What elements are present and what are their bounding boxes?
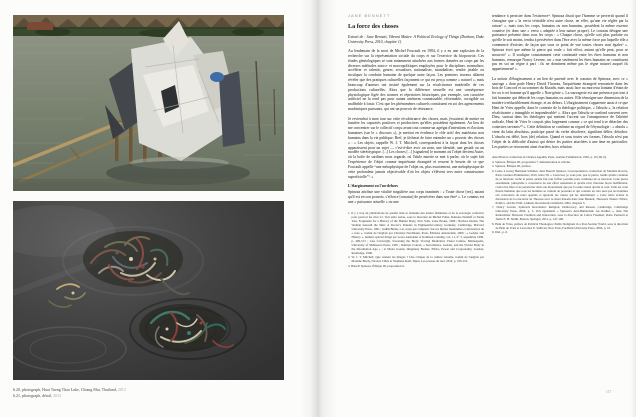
photo-lake-shelter-art xyxy=(13,15,284,191)
page-folio: 117 xyxy=(606,390,612,394)
caption-1-text: 6.20, photograph, Huai Tueng Thao Lake, Chiang Mai, Thailand, xyxy=(13,388,117,392)
thatched-huts xyxy=(13,15,284,37)
footnote: 2. W. J. T. Mitchell, Que veulent les images ? Une critique de la culture visuelle, traduit de l'anglais par Maxime Boidy, Nicolas Cilins et Stéphane Roth, Dijon, Les presses du réel, 2014, p. 106-110. xyxy=(348,255,484,263)
blue-rope-knot xyxy=(210,72,224,82)
footnote: 3. Baruch Spinoza, Éthique III, proposition 6, xyxy=(348,263,405,268)
body-paragraph: Je reviendrai à mon tour sur cette récalcitrance des choses, mais j'essaierai de mettre en lumière les capacités positives et productives qu'elles possèdent également. Au lieu de me concentrer sur le collectif conçu avant tout comme un agrégat d'intentions et d'actions humaines (sur le « discours »), je mettrai en évidence le rôle actif des matériaux non humains dans la vie publique. Bref, je tâcherai de faire entendre un « pouvoir des choses » : « Les objets, rappelle W. J. T. Mitchell, correspondent à la façon dont les choses apparaissent pour un sujet — c'est-à-dire avec un nom, une identité, une gestalt ou un modèle stéréotypique. [...] Les choses [...] [signalent] le moment où l'objet devient Autre, où la boîte de sardines nous regarde, où l'idole muette se met à parler, où le sujet fait l'expérience de l'objet comme inquiétante étrangeté et ressent le besoin de ce que Foucault appelle “une métaphysique de l'objet ou, plus exactement, une métaphysique de cette profondeur jamais objectivable d'où les objets s'élèvent vers notre connaissance superficielle”². » xyxy=(348,116,484,179)
section-subheading: L'élargissement ou l'au-dehors xyxy=(348,184,398,189)
photo-caption-2 xyxy=(13,394,126,400)
caption-2-year: 2012 xyxy=(52,393,62,398)
body-paragraph: Spinoza attribue une vitalité singulière aux corps inanimés : « Toute chose [res], autant qu'il est en son pouvoir, s'efforce [conatur] de persévérer dans son être³ ». Le conatus est une « puissance actuelle » ou une xyxy=(348,190,484,205)
footnote: 6. Lettre à Georg Hermann Schuller, dans Baruch Spinoza, Correspondance, traduction de Maxime Rovère, Paris, Garnier-Flammarion, 2010, lettre 58. « Concevez, je vous prie, que la pierre, tandis qu'elle continue de se mouvoir, sache et pense qu'elle fait tout l'effort possible pour continuer de se mouvoir. Cette pierre assurément, puisqu'elle a conscience de son effort seulement et qu'elle n'est d'aucune façon indifférente, croira être libre et ne persévérer dans son mouvement que par la seule raison qu'elle le veut. Telle est cette liberté humaine que tous les hommes se vantent de posséder et qui consiste en cela seul que les hommes ont conscience de leurs appétits et ignorent les causes qui les déterminent. » Cette lettre éclaire la discussion de la rencontre de Thoreau avec le mont Ktaadn dans Jane Bennett, Thoreau's Nature: Ethics, Politics, and the Wild, Lanham, Rowman & Littlefield, 2002, chapitre 5. xyxy=(492,169,628,205)
footnotes-column-2 xyxy=(492,156,628,235)
body-paragraph: Au lendemain de la mort de Michel Foucault en 1984, il y a eu une explosion de la recherche sur la représentation sociale du corps et sur l'exercice du biopouvoir. Ces études généalogiques se sont notamment attachées aux formes données au corps par les diverses méthodes micro- et macropolitiques employées pour le discipliner, normaliser, accélérer et ralentir, genrer, sexualiser, nationaliser, mondialiser, rendre jetable ou inculquer la conduite humaine de quelque autre façon. Les premiers travaux allaient révéler que des pratiques culturelles façonnent ce qui est perçu comme « naturel », mais beaucoup d'auteurs ont insisté également sur la récalcitrance matérielle de ces productions culturelles. Alors que la différence sexuelle est une conséquence physiologique figée des normes et répertoires historiques, par exemple, son caractère artificiel ne la rend pas pour autant aisément connaissable, réformable, corrigible ou malléable à loisir. C'est que les phénomènes culturels constituent en soi des agencements machiniques puissants, qui ont un pouvoir de résistance. xyxy=(348,48,484,112)
footnote: 4. Spinoza, Éthique III, proposition 7, démonstration et scholie. xyxy=(492,159,571,164)
caption-1-year: 2012 xyxy=(116,388,126,392)
footnote: 8. Hent de Vries, préface de Political Theologies: Public Religions in a Post-Secular World, sous la direction de Hent de Vries et Lawrence E. Sullivan, New York, Fordham University Press, 2006, p. 16. xyxy=(492,221,628,230)
photo-floating-debris xyxy=(13,201,284,380)
footnote: 5. Spinoza, Éthique III, préface. xyxy=(492,164,532,169)
text-column-2 xyxy=(492,14,628,236)
body-paragraph: tendance à persister dans l'existence⁴. Spinoza disait que l'homme se pervertit quand il s'imagine que « la vertu véritable n'est autre chose, en effet, qu'une vie réglée par la raison⁵ », mais tous les corps, humains ou non humains, possèdent la même essence conative (et donc une « vertu » adaptée à leur nature propre). Le conatus désigne une puissance présente dans tous les corps : « Chaque chose, qu'elle soit plus parfaite ou qu'elle le soit moins, tendra à persévérer dans l'être avec la même force par laquelle elle a commencé d'exister, de façon que sous ce point de vue toutes choses sont égales⁶ ». Spinoza écrit que même la pierre qui roule « fait effort, autant qu'elle peut, pour se mouvoir⁷ ». Il souligne constamment cette continuité entre les êtres humains et non humains, remarque Nancy Levene, car « non seulement les êtres humains ne constituent pas en soi un règne à part : ils ne dominent même pas le règne naturel auquel ils appartiennent⁸ ». xyxy=(492,14,628,72)
footnotes-column-1 xyxy=(348,212,484,269)
body-paragraph: La notion d'élargissement a un lien de parenté avec le conatus de Spinoza, avec ce « sauvage » dont parle Henry David Thoreau, l'inquiétante étrangeté rencontrée dans les bois de Concord et au sommet du Ktaadn, mais aussi face au morceau lointain d'étain de fer ou à cet homme qu'il appelle « Non-génie ». La sauvagerie est une présence pas tout à fait humaine qui déborde les corps humains ou autres. Elle témoigne une dimension de la matière irréductiblement étrange, et au dehors. L'élargissement s'apparente aussi à ce que Hent de Vries appelle, dans le contexte de la théologie politique, « l'absolu », la relation récalcitrante « intangible et imponderable⁹ ». Alors que l'absolu se confond souvent avec Dieu, surtout dans les théologies qui mettent l'accent sur l'omnipotence de l'altérité radicale, Hent de Vries le conçoit plus largement comme « ce qui tend à se détacher des contextes servants¹⁰ ». Cette définition se confirme au regard de l'étymologie : « absolu » vient du latin absolutus, participe passé du verbe absolvere, signifiant délier, détacher. L'absolu est délié, hors (de) relation. Quand et sous toutes ses formes, l'absolu n'est pas l'objet de la difficulté d'autrui qui désire les parties attachées à une âme en particulier. Les parties se retrouvent ainsi écartées, hors relation. xyxy=(492,76,628,149)
article-source: Extrait de : Jane Bennett, Vibrant Matter: A Political Ecology of Things (Durham, Duke University Press, 2010, chapitre 1). xyxy=(348,34,484,44)
photo-captions xyxy=(13,388,126,399)
text-column-1 xyxy=(348,14,484,269)
footnote-continuation: dans Œuvres, traduction de Charles Appuhn, Paris, Garnier-Flammarion, 1965, p. 10 (III, 6). xyxy=(492,155,607,160)
caption-2-text: 6.21, photograph, détail, xyxy=(13,393,53,398)
photo-floating-debris-art xyxy=(13,201,284,380)
article-title: La force des choses xyxy=(348,22,399,30)
footnote: 7. Nancy Levene, Spinoza's Revelation: Religion, Democracy, and Reason, Cambridge, Cambridge University Press, 2004, p. 3. Voir également « Spinoza's Anti-Humanism: An Outline », dans The Rationalists: Between Tradition and Innovation, sous la direction de Carlos Fraenkel, Dario Perinetti et Justin E. H. Smith, Boston, Springer, 2011, p. 147-166. xyxy=(492,205,628,222)
footnote: 9. Ibid., p. 6. xyxy=(492,230,508,235)
footnote: 1. Il y a trop de publications de qualité dans le domaine des études féministes et de la sexologie collective pour pouvoir les citer ici. Voir entre autres, sous la direction de Michel Feher, Ramona Naddaff et Nadia Tazi, Fragments for a History of the Human Body, New York, Zone Books, 1989 ; Barbara Duden, The Woman beneath the Skin: A Doctor's Patients in Eighteenth-Century Germany, Cambridge, Harvard University Press, 1991 ; Judith Butler, Ces corps qui comptent. Sur les limites matérielles et discursives du « sexe », traduit de l'anglais par Charlotte Nordmann, Paris, Éditions Amsterdam, 2009 ; « Gender and History », numéro spécial dirigé par Leora Auslander et Kathleen Canning, vol. 11, n° 3, septembre 1999, p. 499-513 ; Lisa Cartwright, Screening the Body: Tracing Medicine's Visual Culture, Minneapolis, University of Minnesota Press, 1995 ; Kathryn Conrad, « Surveillance, Gender, and the Virtual Body in the Information Age » ; et Moira Gatens, Imaginary Bodies: Ethics, Power and Corporeality, London, Routledge, 1996. xyxy=(348,210,484,255)
photo-lake-shelter xyxy=(13,15,284,191)
right-page xyxy=(318,0,636,417)
article-author: JANE BENNETT xyxy=(348,13,391,18)
